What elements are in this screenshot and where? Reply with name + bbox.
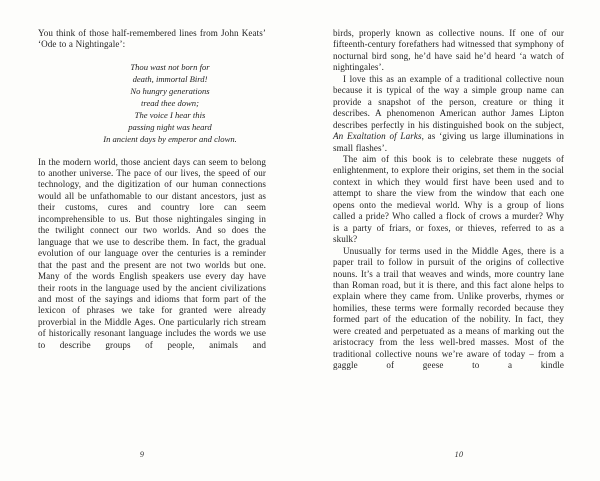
page-right-textblock <box>333 28 564 372</box>
poem-line: In ancient days by emperor and clown. <box>103 134 237 145</box>
paragraph-intro: You think of those half-remembered lines from John Keats’ ‘Ode to a Nightingale’: <box>38 28 266 50</box>
paragraph-aim-of-book: The aim of this book is to celebrate these nuggets of enlightenment, to explore their origins, set them in the social context in which they would first have been used and to attempt to share the view from the window that each one opens onto the medieval world. Why is a group of lions called a pride? Who called a flock of crows a murder? Why is a party of friars, or foxes, or thieves, referred to as a skulk? <box>333 153 564 245</box>
book-title-exaltation-of-larks: An Exaltation of Larks <box>333 131 422 142</box>
page-number-left: 9 <box>139 450 145 459</box>
paragraph-collective-nouns: birds, properly known as collective nouns. If one of our fifteenth-century forefathers had witnessed that symphony of nocturnal bird song, he’d have said he’d heard ‘a watch of nightingales’. <box>333 28 564 73</box>
poem-line: tread thee down; <box>141 98 199 109</box>
paragraph-modern-world: In the modern world, those ancient days can seem to belong to another universe. The pace of our lives, the speed of our technology, and the digitization of our human connections would all be unfathomable to our distant ancestors, just as their customs, cures and country lore can seem incomprehensible to us. But those nightingales singing in the twilight connect our two worlds. And so does the language that we use to describe them. In fact, the gradual evolution of our language over the centuries is a reminder that the past and the present are not two worlds but one. Many of the words English speakers use every day have their roots in the language used by the ancient civilizations and most of the sayings and idioms that form part of the lexicon of phrases we take for granted were already proverbial in the Middle Ages. One particularly rich stream of historically resonant language includes the words we use to describe groups of people, animals and <box>38 156 266 350</box>
poem-line: No hungry generations <box>130 86 210 97</box>
poem-line: death, immortal Bird! <box>132 74 208 84</box>
poem-line: passing night was heard <box>128 122 212 133</box>
poem-line: Thou wast not born for <box>130 61 210 72</box>
paragraph-lipton-text-before-title: I love this as an example of a traditional collective noun because it is typical of the way a simple group name can provide a snapshot of the person, creature or thing it describes. A phenomenon American author James Lipton describes perfectly in his distinguished book on the subject, <box>333 73 564 130</box>
page-right <box>300 0 600 481</box>
poem-block <box>38 61 266 146</box>
paragraph-paper-trail: Unusually for terms used in the Middle Ages, there is a paper trail to follow in pursuit of the origins of collective nouns. It’s a trail that weaves and winds, more country lane than Roman road, but it is there, and this fact alone helps to explain where they came from. Unlike proverbs, rhymes or homilies, these terms were formally recorded because they formed part of the education of the nobility. In fact, they were created and perpetuated as a means of marking out the aristocracy from the less well-bred masses. Most of the traditional collective nouns we’re aware of today – from a gaggle of geese to a kindle <box>333 245 564 371</box>
page-left-textblock <box>38 28 266 351</box>
paragraph-lipton-text-after-title: , as ‘giving us large illuminations in small flashes’. <box>333 131 564 153</box>
paragraph-lipton <box>333 74 564 154</box>
page-number-right: 10 <box>454 450 464 459</box>
poem-line: The voice I hear this <box>134 110 206 121</box>
